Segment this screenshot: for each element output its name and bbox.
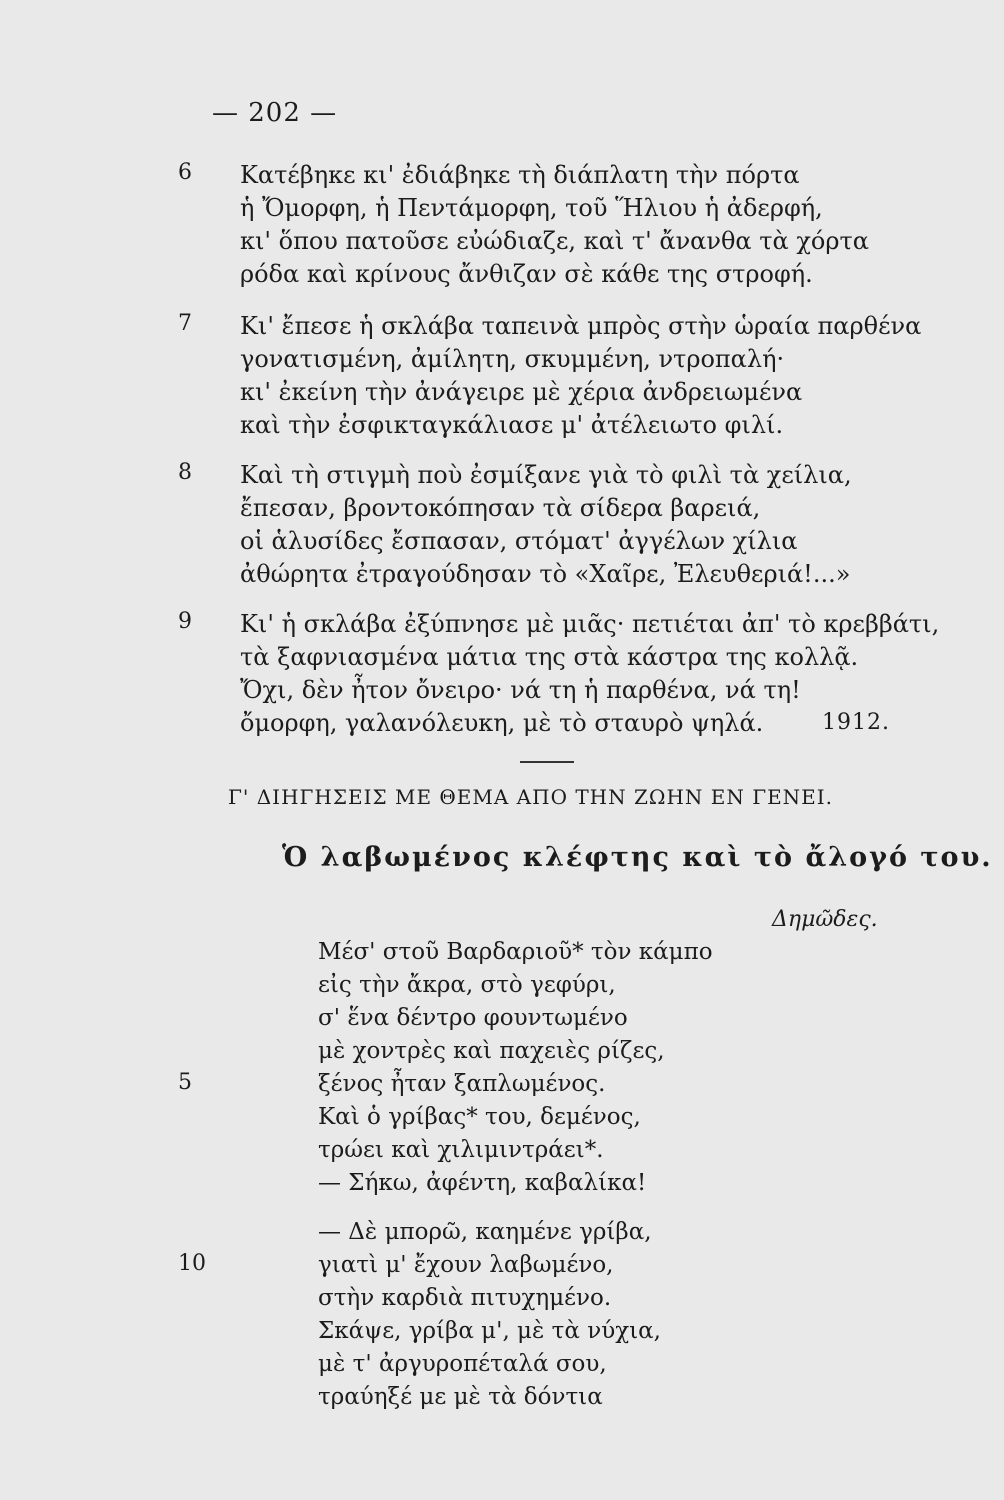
verse-line: ἔπεσαν, βροντοκόπησαν τὰ σίδερα βαρειά,	[240, 494, 761, 522]
stanza-number: 8	[178, 460, 192, 485]
verse-line: τὰ ξαφνιασμένα μάτια της στὰ κάστρα της κολλᾷ.	[240, 643, 859, 671]
verse-line: Κι' ἡ σκλάβα ἐξύπνησε μὲ μιᾶς· πετιέται ἀπ' τὸ κρεββάτι,	[240, 610, 940, 638]
verse-line: ὄμορφη, γαλανόλευκη, μὲ τὸ σταυρὸ ψηλά.	[240, 709, 764, 737]
verse-line: τραύηξέ με μὲ τὰ δόντια	[318, 1384, 603, 1410]
verse-line: — Δὲ μπορῶ, καημένε γρίβα,	[318, 1219, 652, 1245]
verse-line: γιατὶ μ' ἔχουν λαβωμένο,	[318, 1252, 614, 1278]
verse-line: Καὶ ὁ γρίβας* του, δεμένος,	[318, 1104, 641, 1130]
stanza-number: 6	[178, 160, 192, 185]
poem-attribution: Δημῶδες.	[772, 907, 878, 932]
verse-line: Καὶ τὴ στιγμὴ ποὺ ἐσμίξανε γιὰ τὸ φιλὶ τὰ χείλια,	[240, 461, 852, 489]
verse-line: Σκάψε, γρίβα μ', μὲ τὰ νύχια,	[318, 1318, 661, 1344]
line-number: 5	[178, 1070, 192, 1095]
stanza-number: 9	[178, 609, 192, 634]
stanza-number: 7	[178, 311, 192, 336]
verse-line: καὶ τὴν ἐσφικταγκάλιασε μ' ἀτέλειωτο φιλί.	[240, 411, 784, 439]
verse-line: ρόδα καὶ κρίνους ἄνθιζαν σὲ κάθε της στροφή.	[240, 260, 813, 288]
verse-line: ξένος ἦταν ξαπλωμένος.	[318, 1071, 606, 1097]
verse-line: εἰς τὴν ἄκρα, στὸ γεφύρι,	[318, 972, 616, 998]
verse-line: μὲ χοντρὲς καὶ παχειὲς ρίζες,	[318, 1038, 665, 1064]
poem-date: 1912.	[822, 710, 890, 735]
section-heading: Γ' ΔΙΗΓΗΣΕΙΣ ΜΕ ΘΕΜΑ ΑΠΟ ΤΗΝ ΖΩΗΝ ΕΝ ΓΕΝΕΙ.	[228, 785, 834, 809]
line-number: 10	[178, 1251, 206, 1276]
verse-line: Κι' ἔπεσε ἡ σκλάβα ταπεινὰ μπρὸς στὴν ὡραία παρθένα	[240, 312, 922, 340]
page-number: — 202 —	[212, 98, 338, 128]
poem-title: Ὁ λαβωμένος κλέφτης καὶ τὸ ἄλογό του.	[282, 842, 993, 873]
verse-line: ἡ Ὄμορφη, ἡ Πεντάμορφη, τοῦ Ἥλιου ἡ ἀδερφή,	[240, 194, 823, 222]
verse-line: μὲ τ' ἀργυροπέταλά σου,	[318, 1351, 607, 1377]
poem-body	[178, 0, 918, 1500]
verse-line: στὴν καρδιὰ πιτυχημένο.	[318, 1285, 612, 1311]
verse-line: οἱ ἁλυσίδες ἔσπασαν, στόματ' ἀγγέλων χίλια	[240, 527, 798, 555]
verse-line: κι' ἐκείνη τὴν ἀνάγειρε μὲ χέρια ἀνδρειωμένα	[240, 378, 803, 406]
verse-line: σ' ἕνα δέντρο φουντωμένο	[318, 1005, 628, 1031]
verse-line: ἀθώρητα ἐτραγούδησαν τὸ «Χαῖρε, Ἐλευθεριά!...»	[240, 560, 851, 588]
verse-line: — Σήκω, ἀφέντη, καβαλίκα!	[318, 1170, 647, 1196]
verse-line: Μέσ' στοῦ Βαρδαριοῦ* τὸν κάμπο	[318, 939, 713, 965]
verse-line: Κατέβηκε κι' ἐδιάβηκε τὴ διάπλατη τὴν πόρτα	[240, 161, 800, 189]
verse-line: Ὄχι, δὲν ἦτον ὄνειρο· νά τη ἡ παρθένα, νά τη!	[240, 676, 801, 704]
verse-line: τρώει καὶ χιλιμιντράει*.	[318, 1137, 604, 1163]
verse-line: κι' ὅπου πατοῦσε εὐώδιαζε, καὶ τ' ἄνανθα τὰ χόρτα	[240, 227, 869, 255]
verse-line: γονατισμένη, ἀμίλητη, σκυμμένη, ντροπαλή·	[240, 345, 785, 373]
